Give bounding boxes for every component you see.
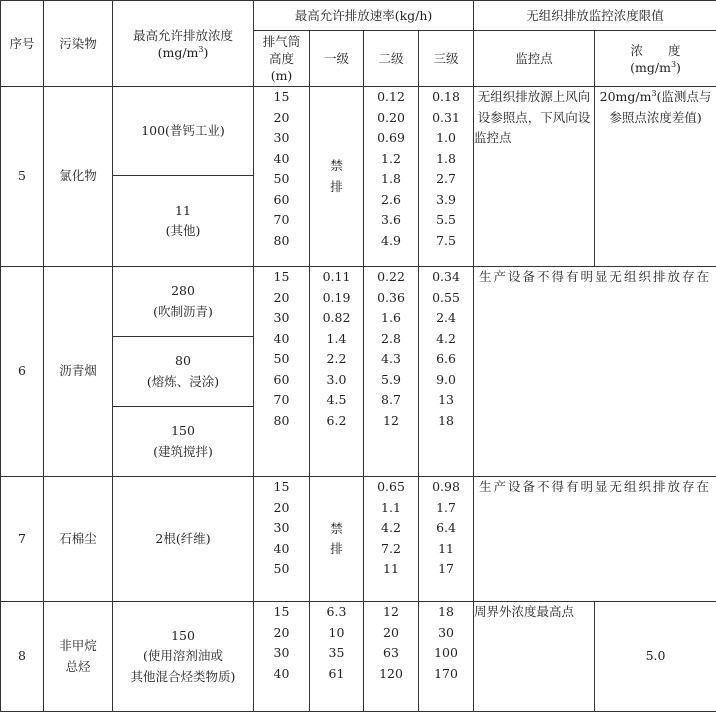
row-5-pollutant: 氯化物 xyxy=(44,87,113,267)
row-7-pollutant: 石棉尘 xyxy=(44,477,113,602)
row-7-standard-1: 2根(纤维) xyxy=(113,477,254,602)
header-seq: 序号 xyxy=(1,1,44,87)
row-6-grade1: 0.11 0.19 0.82 1.4 2.2 3.0 4.5 6.2 xyxy=(310,267,364,477)
row-6-grade3: 0.34 0.55 2.4 4.2 6.6 9.0 13 18 xyxy=(419,267,474,477)
row-5-grade3: 0.18 0.31 1.0 1.8 2.7 3.9 5.5 7.5 xyxy=(419,87,474,267)
header-conc-label: 浓 度 xyxy=(630,42,681,58)
header-conc-unit: $(mg/m^3)$ xyxy=(630,59,681,75)
header-monitor-point: 监控点 xyxy=(474,31,595,87)
row-8-standard-1: 150 (使用溶剂油或 其他混合烃类物质) xyxy=(113,602,254,712)
header-max-conc xyxy=(113,1,254,87)
header-fugitive: 无组织排放监控浓度限值 xyxy=(474,1,716,31)
row-8-grade2: 12 20 63 120 xyxy=(364,602,419,712)
row-5-standard-2: 11 (其他) xyxy=(113,176,254,267)
row-8-heights: 15 20 30 40 xyxy=(254,602,310,712)
header-max-rate: 最高允许排放速率(kg/h) xyxy=(254,1,474,31)
row-8-monitor-point: 周界外浓度最高点 xyxy=(474,602,595,712)
row-7-fugitive-note: 生产设备不得有明显无组织排放存在 xyxy=(474,477,716,602)
row-7-seq: 7 xyxy=(1,477,44,602)
row-5-monitor-point: 无组织排放源上风向设参照点，下风向设监控点 xyxy=(474,87,595,267)
row-8-conc: 5.0 xyxy=(595,602,716,712)
row-8-grade1: 6.3 10 35 61 xyxy=(310,602,364,712)
row-6-heights: 15 20 30 40 50 60 70 80 xyxy=(254,267,310,477)
row-5-grade2: 0.12 0.20 0.69 1.2 1.8 2.6 3.6 4.9 xyxy=(364,87,419,267)
row-8-seq: 8 xyxy=(1,602,44,712)
header-grade1: 一级 xyxy=(310,31,364,87)
header-max-conc-label: 最高允许排放浓度 xyxy=(132,27,233,43)
row-8-pollutant: 非甲烷 总烃 xyxy=(44,602,113,712)
row-7-heights: 15 20 30 40 50 xyxy=(254,477,310,602)
row-5-seq: 5 xyxy=(1,87,44,267)
row-6-grade2: 0.22 0.36 1.6 2.8 4.3 5.9 8.7 12 xyxy=(364,267,419,477)
header-stack-height: 排气筒 高度 (m) xyxy=(254,31,310,87)
header-pollutant: 污染物 xyxy=(44,1,113,87)
row-5-heights: 15 20 30 40 50 60 70 80 xyxy=(254,87,310,267)
row-5-standard-1: 100(普钙工业) xyxy=(113,87,254,176)
row-8-grade3: 18 30 100 170 xyxy=(419,602,474,712)
row-6-standard-1: 280 (吹制沥青) xyxy=(113,267,254,337)
row-6-seq: 6 xyxy=(1,267,44,477)
row-6-pollutant: 沥青烟 xyxy=(44,267,113,477)
header-max-conc-unit: $(mg/m^3)$ xyxy=(157,44,209,60)
header-conc xyxy=(595,31,716,87)
row-5-grade1: 禁 排 xyxy=(310,87,364,267)
row-6-standard-3: 150 (建筑搅拌) xyxy=(113,407,254,477)
header-grade2: 二级 xyxy=(364,31,419,87)
row-5-conc: $20mg/m^3$(监测点与参照点浓度差值) xyxy=(595,87,716,267)
row-7-grade1: 禁 排 xyxy=(310,477,364,602)
row-7-grade3: 0.98 1.7 6.4 11 17 xyxy=(419,477,474,602)
header-grade3: 三级 xyxy=(419,31,474,87)
row-6-fugitive-note: 生产设备不得有明显无组织排放存在 xyxy=(474,267,716,477)
row-6-standard-2: 80 (熔炼、浸涂) xyxy=(113,337,254,407)
row-7-grade2: 0.65 1.1 4.2 7.2 11 xyxy=(364,477,419,602)
